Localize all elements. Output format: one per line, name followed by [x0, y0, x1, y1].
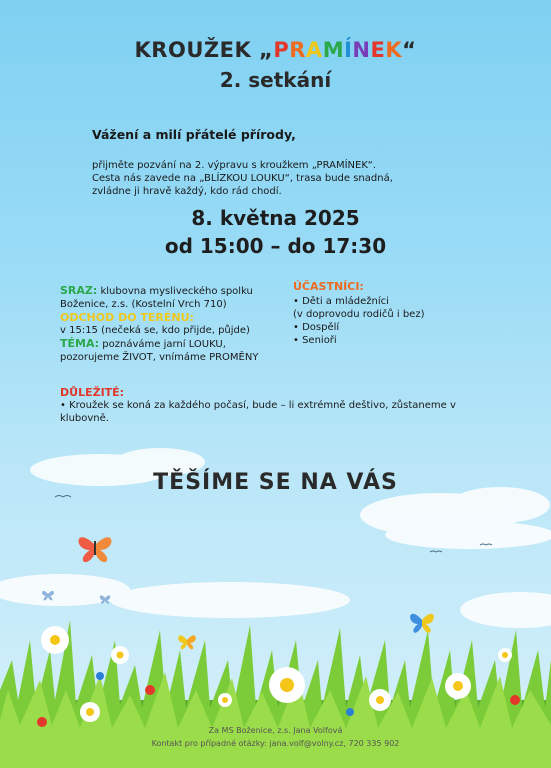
title-letter: N — [352, 38, 371, 62]
sraz-text: Boženice, z.s. (Kostelní Vrch 710) — [60, 299, 227, 310]
invitation-text — [92, 159, 422, 198]
important-text: klubovně. — [60, 413, 109, 424]
event-time: od 15:00 – do 17:30 — [164, 234, 387, 258]
footer-contact: Kontakt pro případné otázky: jana.volf@volny.cz, 720 335 902 — [151, 739, 400, 748]
odchod-label: ODCHOD DO TERÉNU: — [60, 311, 194, 324]
event-date: 8. května 2025 — [191, 206, 360, 230]
details-column — [60, 284, 290, 364]
odchod-text: v 15:15 (nečeká se, kdo přijde, půjde) — [60, 325, 250, 336]
title-letter: A — [305, 38, 323, 62]
title-suffix: “ — [402, 38, 417, 62]
tema-label: TÉMA: — [60, 337, 100, 350]
title-letter: P — [273, 38, 290, 62]
sraz-label: SRAZ: — [60, 284, 98, 297]
butterfly-icon — [79, 537, 112, 562]
tema-text: pozorujeme ŽIVOT, vnímáme PROMĚNY — [60, 352, 259, 363]
title-prefix: KROUŽEK „ — [134, 38, 274, 62]
page-title — [0, 38, 551, 62]
butterfly-icon — [178, 635, 195, 649]
important-text: • Kroužek se koná za každého počasí, bude – li extrémně deštivo, zůstaneme v — [60, 400, 456, 411]
invitation-line: zvládne ji hravě každý, kdo rád chodí. — [92, 186, 282, 197]
list-item: • Děti a mládežníci — [293, 296, 389, 307]
closing-message: TĚŠÍME SE NA VÁS — [153, 470, 398, 495]
important-section — [60, 386, 500, 425]
butterfly-icon — [410, 614, 434, 633]
list-item: (v doprovodu rodičů i bez) — [293, 309, 425, 320]
tema-text: poznáváme jarní LOUKU, — [99, 339, 226, 350]
invitation-line: přijměte pozvání na 2. výpravu s kroužkem „PRAMÍNEK“. — [92, 160, 376, 171]
title-letter: E — [370, 38, 386, 62]
participants-column — [293, 280, 493, 347]
title-colored-word — [273, 38, 402, 62]
title-letter: Í — [344, 38, 353, 62]
participants-list — [293, 295, 493, 347]
participants-label: ÚČASTNÍCI: — [293, 280, 364, 293]
sraz-text: klubovna mysliveckého spolku — [97, 286, 253, 297]
important-label: DŮLEŽITÉ: — [60, 386, 125, 399]
footer-signature: Za MS Boženice, z.s. Jana Volfová — [208, 726, 343, 735]
title-letter: R — [289, 38, 306, 62]
list-item: • Senioři — [293, 335, 337, 346]
list-item: • Dospělí — [293, 322, 340, 333]
title-letter: M — [322, 38, 345, 62]
invitation-line: Cesta nás zavede na „BLÍZKOU LOUKU“, trasa bude snadná, — [92, 173, 393, 184]
greeting: Vážení a milí přátelé přírody, — [92, 127, 296, 142]
page-subtitle: 2. setkání — [219, 68, 332, 92]
title-letter: K — [385, 38, 403, 62]
